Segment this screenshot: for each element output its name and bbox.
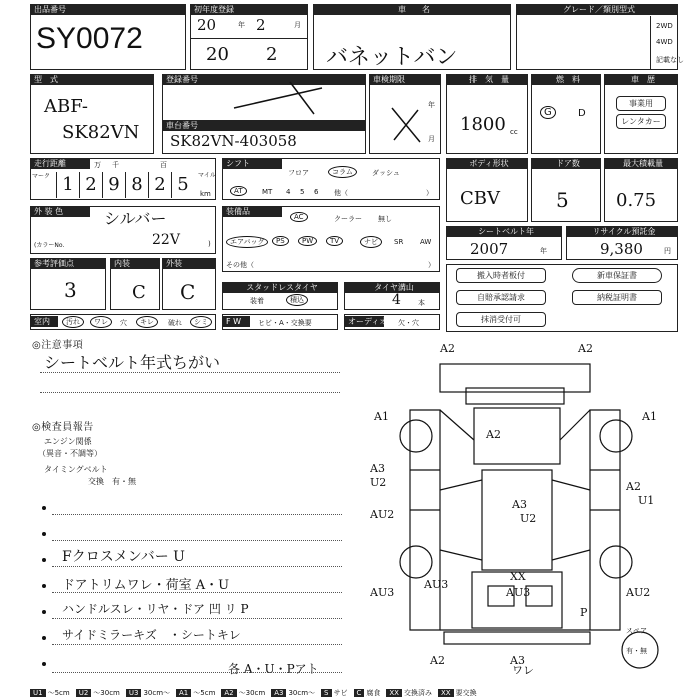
report-text-5: 各 A・U・Pアト — [228, 662, 319, 676]
damage-mark: AU3 — [424, 578, 449, 591]
damage-mark: A3 — [510, 654, 525, 667]
audio-items: 欠・穴 — [398, 319, 419, 327]
legend-key: U1 — [30, 689, 46, 697]
legend-key: A3 — [271, 689, 286, 697]
report-bullet-7 — [42, 662, 46, 666]
damage-mark: A1 — [642, 410, 657, 423]
report-line-6 — [52, 644, 342, 645]
equip-other: その他（ — [226, 261, 254, 269]
color-label: 外 装 色 — [30, 206, 90, 217]
damage-mark: A3 — [370, 462, 385, 475]
equip-tv: TV — [326, 236, 343, 246]
report-bullet-5 — [42, 610, 46, 614]
legend-value: 腐食 — [366, 689, 381, 697]
equip-aw: AW — [420, 238, 432, 246]
legend-key: A1 — [176, 689, 191, 697]
chassis-number: SK82VN-403058 — [170, 132, 297, 150]
spare-label: スペア — [626, 627, 647, 635]
lot-label: 出品番号 — [30, 4, 186, 15]
fuel-gasoline: G — [540, 106, 556, 119]
odometer-digit: 2 — [79, 172, 102, 198]
category-label: 車 歴 — [604, 74, 678, 85]
interior-tear: 破れ — [168, 319, 182, 327]
mileage-scale-man: 万 — [94, 161, 101, 169]
spare-options: 有・無 — [626, 647, 647, 655]
inspection-month-unit: 月 — [428, 135, 435, 143]
grade-label: グレード／類別型式 — [516, 4, 678, 15]
model-name-label: 車 名 — [313, 4, 511, 15]
legend-item — [321, 688, 347, 700]
vehicle-diagram — [370, 340, 680, 674]
legend-value: 30cm～ — [288, 689, 316, 697]
first-reg-month-unit: 月 — [294, 21, 301, 29]
notes-text: シートベルト年式ちがい — [44, 353, 221, 372]
first-reg-month-top: 2 — [256, 16, 266, 34]
equip-pw: PW — [298, 236, 317, 246]
legend-item — [126, 688, 170, 700]
equip-other-end: ） — [428, 261, 435, 269]
chassis-label: 車台番号 — [162, 120, 366, 131]
damage-mark: A2 — [626, 480, 641, 493]
equip-sr: SR — [394, 238, 404, 246]
category-commercial: 事業用 — [616, 96, 666, 111]
interior-score: C — [132, 282, 146, 303]
drive-4wd: 4WD — [656, 38, 673, 46]
legend-item — [176, 688, 215, 700]
mileage-scale-sen: 千 — [112, 161, 119, 169]
legend-key: XX — [386, 689, 402, 697]
interior-row-label: 室内 — [30, 316, 58, 327]
displacement-label: 排 気 量 — [446, 74, 528, 85]
damage-mark: U2 — [370, 476, 387, 489]
report-text-2: ドアトリムワレ・荷室 A・U — [62, 578, 230, 593]
legend-value: ～30cm — [238, 689, 266, 697]
type-line2: SK82VN — [62, 122, 140, 143]
shift-column: コラム — [328, 166, 357, 178]
shift-other: 他（ — [334, 189, 348, 197]
first-reg-divider — [190, 38, 308, 39]
timing-sub: 交換 有・無 — [88, 477, 136, 486]
doc-tax: 納税証明書 — [572, 290, 662, 305]
damage-mark: A2 — [430, 654, 445, 667]
reg-no-cross-icon — [230, 78, 330, 118]
odometer-digit: 8 — [125, 172, 148, 198]
legend-value: ～5cm — [193, 689, 216, 697]
mileage-scale-hyaku: 百 — [160, 161, 167, 169]
notes-label: ◎注意事項 — [32, 340, 84, 351]
exterior-score: C — [180, 280, 196, 304]
shift-other-end: ） — [426, 189, 433, 197]
legend-item — [30, 688, 70, 700]
drive-2wd: 2WD — [656, 22, 673, 30]
shift-mt: MT — [262, 188, 273, 196]
color-code-end: ) — [208, 240, 211, 248]
damage-mark: U2 — [520, 512, 537, 525]
timing-label: タイミングベルト — [44, 465, 108, 474]
inspection-year-unit: 年 — [428, 101, 435, 109]
damage-legend — [30, 688, 680, 700]
equip-ac: AC — [290, 212, 308, 222]
equip-ps: PS — [272, 236, 289, 246]
odometer-digit: 2 — [148, 172, 171, 198]
shift-at: AT — [230, 186, 247, 196]
doc-cancel: 抹消受付可 — [456, 312, 546, 327]
color-code-label: (カラーNo. — [34, 242, 65, 249]
equipment-label: 装備品 — [222, 206, 282, 217]
odometer-digit: 5 — [171, 172, 194, 198]
report-bullet-1 — [42, 506, 46, 510]
audio-label: オーディオ — [344, 316, 384, 327]
legend-item — [76, 688, 120, 700]
fuel-label: 燃 料 — [531, 74, 601, 85]
engine-sub: （異音・不調等） — [38, 449, 102, 458]
shift-6: 6 — [314, 188, 319, 196]
report-text-4: サイドミラーキズ ・シートキレ — [62, 628, 241, 642]
capacity-value: 0.75 — [616, 190, 657, 211]
damage-mark: A2 — [486, 428, 501, 441]
doors-value: 5 — [556, 188, 569, 212]
studless-loaded: 積込 — [286, 294, 308, 306]
legend-value: ～30cm — [93, 689, 120, 697]
legend-value: サビ — [333, 689, 348, 697]
body-value: CBV — [460, 188, 500, 209]
first-reg-year: 20 — [206, 44, 229, 65]
recycle-unit: 円 — [664, 247, 671, 255]
notes-line-2 — [40, 392, 340, 393]
studless-label: スタッドレスタイヤ — [222, 282, 338, 293]
tire-unit: 本 — [418, 299, 425, 307]
color-value: シルバー — [104, 209, 167, 228]
damage-mark: A2 — [440, 342, 455, 355]
report-bullet-2 — [42, 532, 46, 536]
legend-key: XX — [438, 689, 454, 697]
report-line-4 — [52, 592, 342, 593]
shift-4: 4 — [286, 188, 291, 196]
damage-mark: ワレ — [512, 664, 534, 674]
legend-key: U2 — [76, 689, 92, 697]
legend-key: S — [321, 689, 331, 697]
fw-items: ヒビ・A・交換要 — [258, 319, 312, 327]
engine-label: エンジン関係 — [44, 437, 92, 446]
first-reg-year-unit: 年 — [238, 21, 245, 29]
damage-mark: AU3 — [370, 586, 395, 599]
exterior-score-label: 外装 — [162, 258, 216, 269]
lot-number: SY0072 — [36, 22, 143, 55]
recycle-label: リサイクル預託金 — [566, 226, 678, 237]
damage-mark: A1 — [374, 410, 389, 423]
legend-item — [221, 688, 265, 700]
seatbelt-label: シートベルト年 — [446, 226, 562, 237]
interior-dirt: 汚れ — [62, 316, 84, 328]
tire-label: タイヤ溝山 — [344, 282, 440, 293]
legend-key: C — [354, 689, 365, 697]
studless-fitted: 装着 — [250, 297, 264, 305]
legend-value: 要交換 — [455, 689, 477, 697]
legend-item — [438, 688, 477, 700]
grade-divider — [650, 16, 651, 70]
shift-label: シフト — [222, 158, 282, 169]
equip-airbag: エアバッグ — [226, 236, 268, 248]
overall-score: 3 — [64, 278, 77, 302]
damage-mark: AU3 — [506, 586, 531, 599]
overall-score-label: 参考評価点 — [30, 258, 106, 269]
legend-item — [386, 688, 432, 700]
body-label: ボディ形状 — [446, 158, 528, 169]
legend-key: A2 — [221, 689, 236, 697]
mileage-label: 走行距離 — [30, 158, 90, 169]
damage-mark: U1 — [638, 494, 655, 507]
recycle-value: 9,380 — [600, 240, 643, 258]
legend-value: 30cm～ — [143, 689, 171, 697]
interior-crack: ワレ — [90, 316, 112, 328]
legend-item — [354, 688, 381, 700]
doc-delivery: 搬入時者板付 — [456, 268, 546, 283]
legend-value: ～5cm — [47, 689, 70, 697]
model-name: バネットバン — [326, 45, 458, 70]
inspection-label: 車検期限 — [369, 74, 441, 85]
report-text-1: Fクロスメンバー U — [62, 549, 185, 565]
color-code: 22V — [152, 232, 180, 248]
report-line-3 — [52, 566, 342, 567]
legend-item — [271, 688, 315, 700]
report-text-3: ハンドルスレ・リヤ・ドア 凹 リ P — [62, 602, 249, 616]
report-line-1 — [52, 514, 342, 515]
odometer — [56, 172, 194, 198]
equip-none: 無し — [378, 215, 392, 223]
odometer-digit: 9 — [102, 172, 125, 198]
type-line1: ABF- — [44, 96, 88, 117]
interior-cut: キレ — [136, 316, 158, 328]
shift-floor: フロア — [288, 169, 309, 177]
drive-none: 記載なし — [656, 56, 684, 64]
inspection-cross-icon — [388, 104, 424, 146]
displacement-value: 1800 — [460, 114, 506, 135]
first-reg-label: 初年度登録 — [190, 4, 308, 15]
report-line-5 — [52, 618, 342, 619]
type-label: 型 式 — [30, 74, 154, 85]
tire-value: 4 — [392, 292, 401, 308]
report-line-7 — [52, 672, 342, 673]
notes-line-1 — [40, 372, 340, 373]
seatbelt-unit: 年 — [540, 247, 547, 255]
report-label: ◎検査員報告 — [32, 422, 94, 433]
legend-value: 交換済み — [403, 689, 432, 697]
interior-hole: 穴 — [120, 319, 127, 327]
damage-mark: AU2 — [626, 586, 651, 599]
fuel-diesel: D — [578, 108, 586, 119]
report-bullet-3 — [42, 558, 46, 562]
odometer-digit: 1 — [56, 172, 79, 198]
doc-warranty: 新車保証書 — [572, 268, 662, 283]
equip-cooler: クーラー — [334, 215, 362, 223]
legend-key: U3 — [126, 689, 142, 697]
damage-mark: A3 — [512, 498, 527, 511]
category-rental: レンタカー — [616, 114, 666, 129]
damage-mark: XX — [510, 570, 526, 583]
damage-mark: AU2 — [370, 508, 395, 521]
equip-navi: ナビ — [360, 236, 382, 248]
interior-stain: シミ — [190, 316, 212, 328]
report-bullet-4 — [42, 584, 46, 588]
shift-dash: ダッシュ — [372, 169, 400, 177]
mileage-unit-km: km — [200, 190, 211, 198]
fw-label: F W — [222, 316, 250, 327]
first-reg-year-top: 20 — [197, 16, 217, 34]
mileage-unit-mile: マイル — [198, 172, 216, 179]
interior-score-label: 内装 — [110, 258, 160, 269]
displacement-unit: cc — [510, 128, 518, 136]
doors-label: ドア数 — [531, 158, 601, 169]
report-bullet-6 — [42, 636, 46, 640]
capacity-label: 最大積載量 — [604, 158, 678, 169]
reg-no-label: 登録番号 — [162, 74, 366, 85]
damage-mark: P — [580, 606, 588, 619]
doc-insurance: 自賠承認請求 — [456, 290, 546, 305]
seatbelt-value: 2007 — [470, 240, 509, 258]
shift-5: 5 — [300, 188, 305, 196]
first-reg-month: 2 — [266, 44, 278, 65]
report-line-2 — [52, 540, 342, 541]
damage-mark: A2 — [578, 342, 593, 355]
mileage-mark-label: マーク — [32, 173, 51, 180]
